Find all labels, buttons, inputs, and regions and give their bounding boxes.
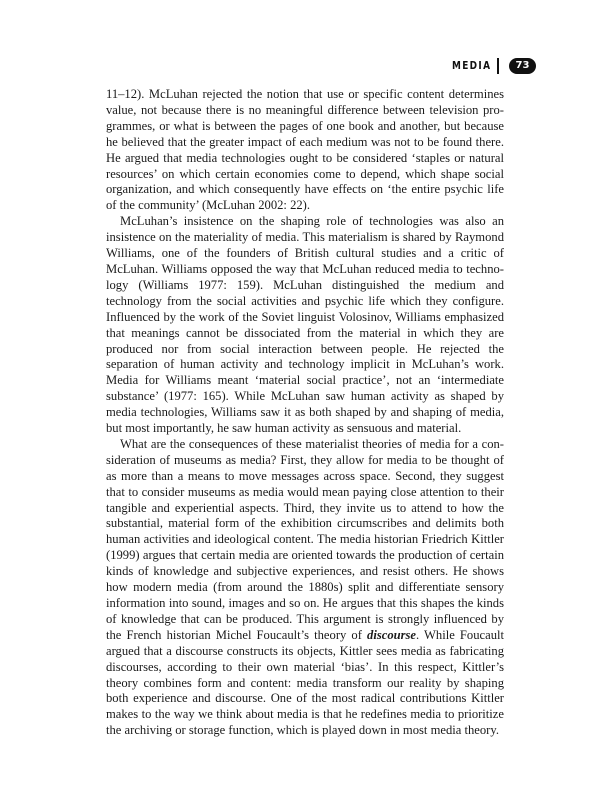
paragraph: 11–12). McLuhan rejected the notion that use or specific content determines value, not because there is no meaningful difference between television programmes, or what is between the pages of one book and another, but because he believed that the greater impact of each medium was not to be found there. He argued that media technologies ought to be considered ‘staples or natural resources’ on which certain economies come to depend, which shape social organization, and which consequently have effects on ‘the entire psychic life of the community’ (McLuhan 2002: 22). bbox=[106, 87, 504, 213]
paragraph-text: . While Foucault argued that a discourse constructs its objects, Kittler sees media as fabricating discourses, according to their own material ‘bias’. In this respect, Kittler’s theory combines form and content: media transform our reality by shaping both experience and discourse. One of the most radical contributions Kittler makes to the way we think about media is that he redefines media to prioritize the archiving or storage function, which is played down in most media theory. bbox=[106, 627, 505, 738]
section-title: MEDIA bbox=[451, 60, 491, 72]
glossary-term: discourse bbox=[367, 627, 417, 642]
page-number-badge: 73 bbox=[509, 58, 536, 74]
paragraph bbox=[106, 437, 504, 739]
running-head bbox=[0, 57, 608, 77]
paragraph: McLuhan’s insistence on the shaping role of technologies was also an insistence on the materiality of media. This materialism is shared by Raymond Williams, one of the founders of British cultural studies and a critic of McLuhan. Williams opposed the way that McLuhan reduced media to technology (Williams 1977: 159). McLuhan distinguished the medium and technology from the social activities and psychic life which they configure. Influenced by the work of the Soviet linguist Volosinov, Williams emphasized that meanings cannot be dissociated from the material in which they are produced nor from social interaction between people. He rejected the separation of human activity and technology implicit in McLuhan’s work. Media for Williams meant ‘material social practice’, not an ‘intermediate substance’ (1977: 165). While McLuhan saw human activity as shaped by media technologies, Williams saw it as both shaped by and shaping of media, but most importantly, he saw human activity as sensuous and material. bbox=[106, 214, 504, 436]
body-text bbox=[106, 87, 504, 739]
paragraph-text: What are the consequences of these materialist theories of media for a consideration of museums as media? First, they allow for media to be thought of as more than a means to move messages across space. Second, they suggest that to consider museums as media would mean paying close attention to their tangible and experiential aspects. Third, they invite us to attend to how the substantial, material form of the exhibition circumscribes and delimits both human activities and ideological content. The media historian Friedrich Kittler (1999) argues that certain media are oriented towards the production of certain kinds of knowledge and subjective experiences, and resist others. He shows how modern media (from around the 1880s) split and differentiate sensory information into sound, images and so on. He argues that this shapes the kinds of knowledge that can be produced. This argument is strongly influenced by the French historian Michel Foucault’s theory of bbox=[106, 436, 504, 642]
header-divider bbox=[497, 58, 499, 74]
